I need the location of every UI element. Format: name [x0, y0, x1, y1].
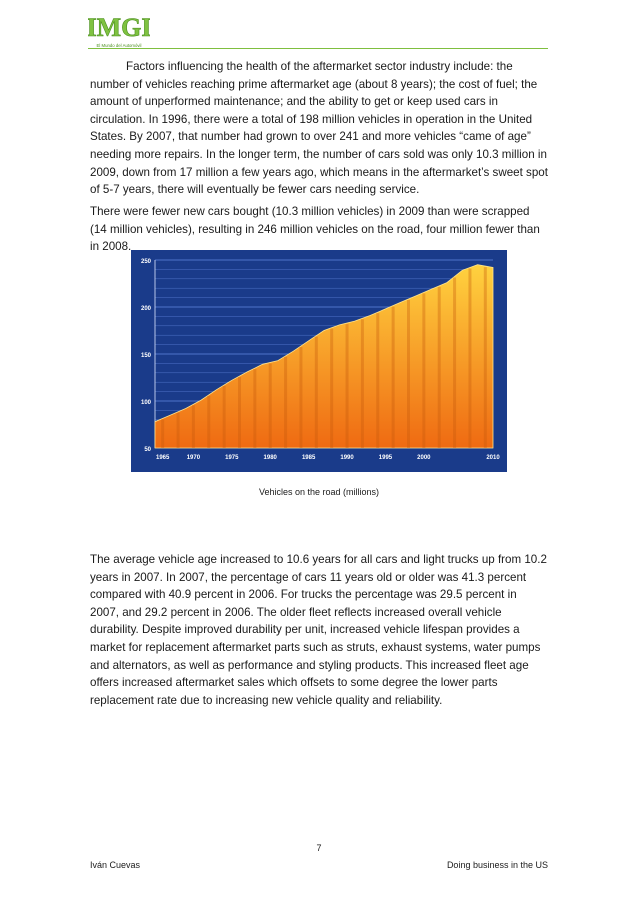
company-logo	[88, 10, 150, 50]
y-tick-label: 200	[140, 306, 151, 312]
vehicles-area-chart	[131, 250, 507, 472]
body-paragraph-3: The average vehicle age increased to 10.6 years for all cars and light trucks up from 10.2 years in 2007. In 2007, the percentage of cars 11 years old or older was 41.3 percent compared with 40.9 percent in 2006. For trucks the percentage was 29.5 percent in 2007, and 29.2 percent in 2006. The older fleet reflects increased overall vehicle durability. Despite improved durability per unit, increased vehicle lifespan provides a market for replacement aftermarket parts such as struts, exhaust systems, water pumps and alternators, as well as performance and styling products. This increased fleet age offers increased aftermarket sales which offsets to some degree the lower parts replacement rate due to increasing new vehicle quality and reliability.	[90, 553, 547, 707]
x-tick-label: 1990	[340, 455, 354, 461]
header-rule	[88, 48, 548, 49]
x-tick-label: 1985	[301, 455, 316, 461]
y-tick-label: 250	[140, 259, 151, 265]
y-tick-label: 50	[144, 447, 151, 453]
y-tick-label: 150	[140, 353, 151, 359]
x-tick-label: 1965	[156, 455, 170, 461]
figure-caption: Vehicles on the road (millions)	[258, 487, 380, 497]
logo-subtext: El Mundo del Automóvil	[96, 43, 142, 48]
footer-title: Doing business in the US	[446, 860, 548, 870]
page-number: 7	[316, 843, 322, 853]
body-paragraph-2: There were fewer new cars bought (10.3 million vehicles) in 2009 than were scrapped (14 million vehicles), resulting in 246 million vehicles on the road, four million fewer than in 2008.	[90, 205, 540, 254]
x-tick-label: 2000	[417, 455, 431, 461]
footer-author: Iván Cuevas	[90, 860, 141, 870]
y-tick-label: 100	[140, 400, 151, 406]
x-tick-label: 2010	[486, 455, 500, 461]
body-paragraph-1: Factors influencing the health of the aftermarket sector industry include: the number of vehicles reaching prime aftermarket age (about 8 years); the cost of fuel; the amount of unperformed maintenance; and the ability to get or keep used cars in circulation. In 1996, there were a total of 198 million vehicles in operation in the United States. By 2007, that number had grown to over 241 and more vehicles “came of age” needing more repairs. In the longer term, the number of cars sold was only 10.3 million in 2009, down from 17 million a few years ago, which means in the aftermarket’s sweet spot of 5-7 years, there will eventually be fewer cars needing service.	[90, 60, 548, 197]
x-tick-label: 1975	[225, 455, 239, 461]
x-tick-label: 1980	[263, 455, 277, 461]
area-series	[155, 265, 493, 448]
logo-text: IMGI	[88, 13, 150, 42]
x-tick-label: 1970	[186, 455, 201, 461]
x-tick-label: 1995	[378, 455, 393, 461]
